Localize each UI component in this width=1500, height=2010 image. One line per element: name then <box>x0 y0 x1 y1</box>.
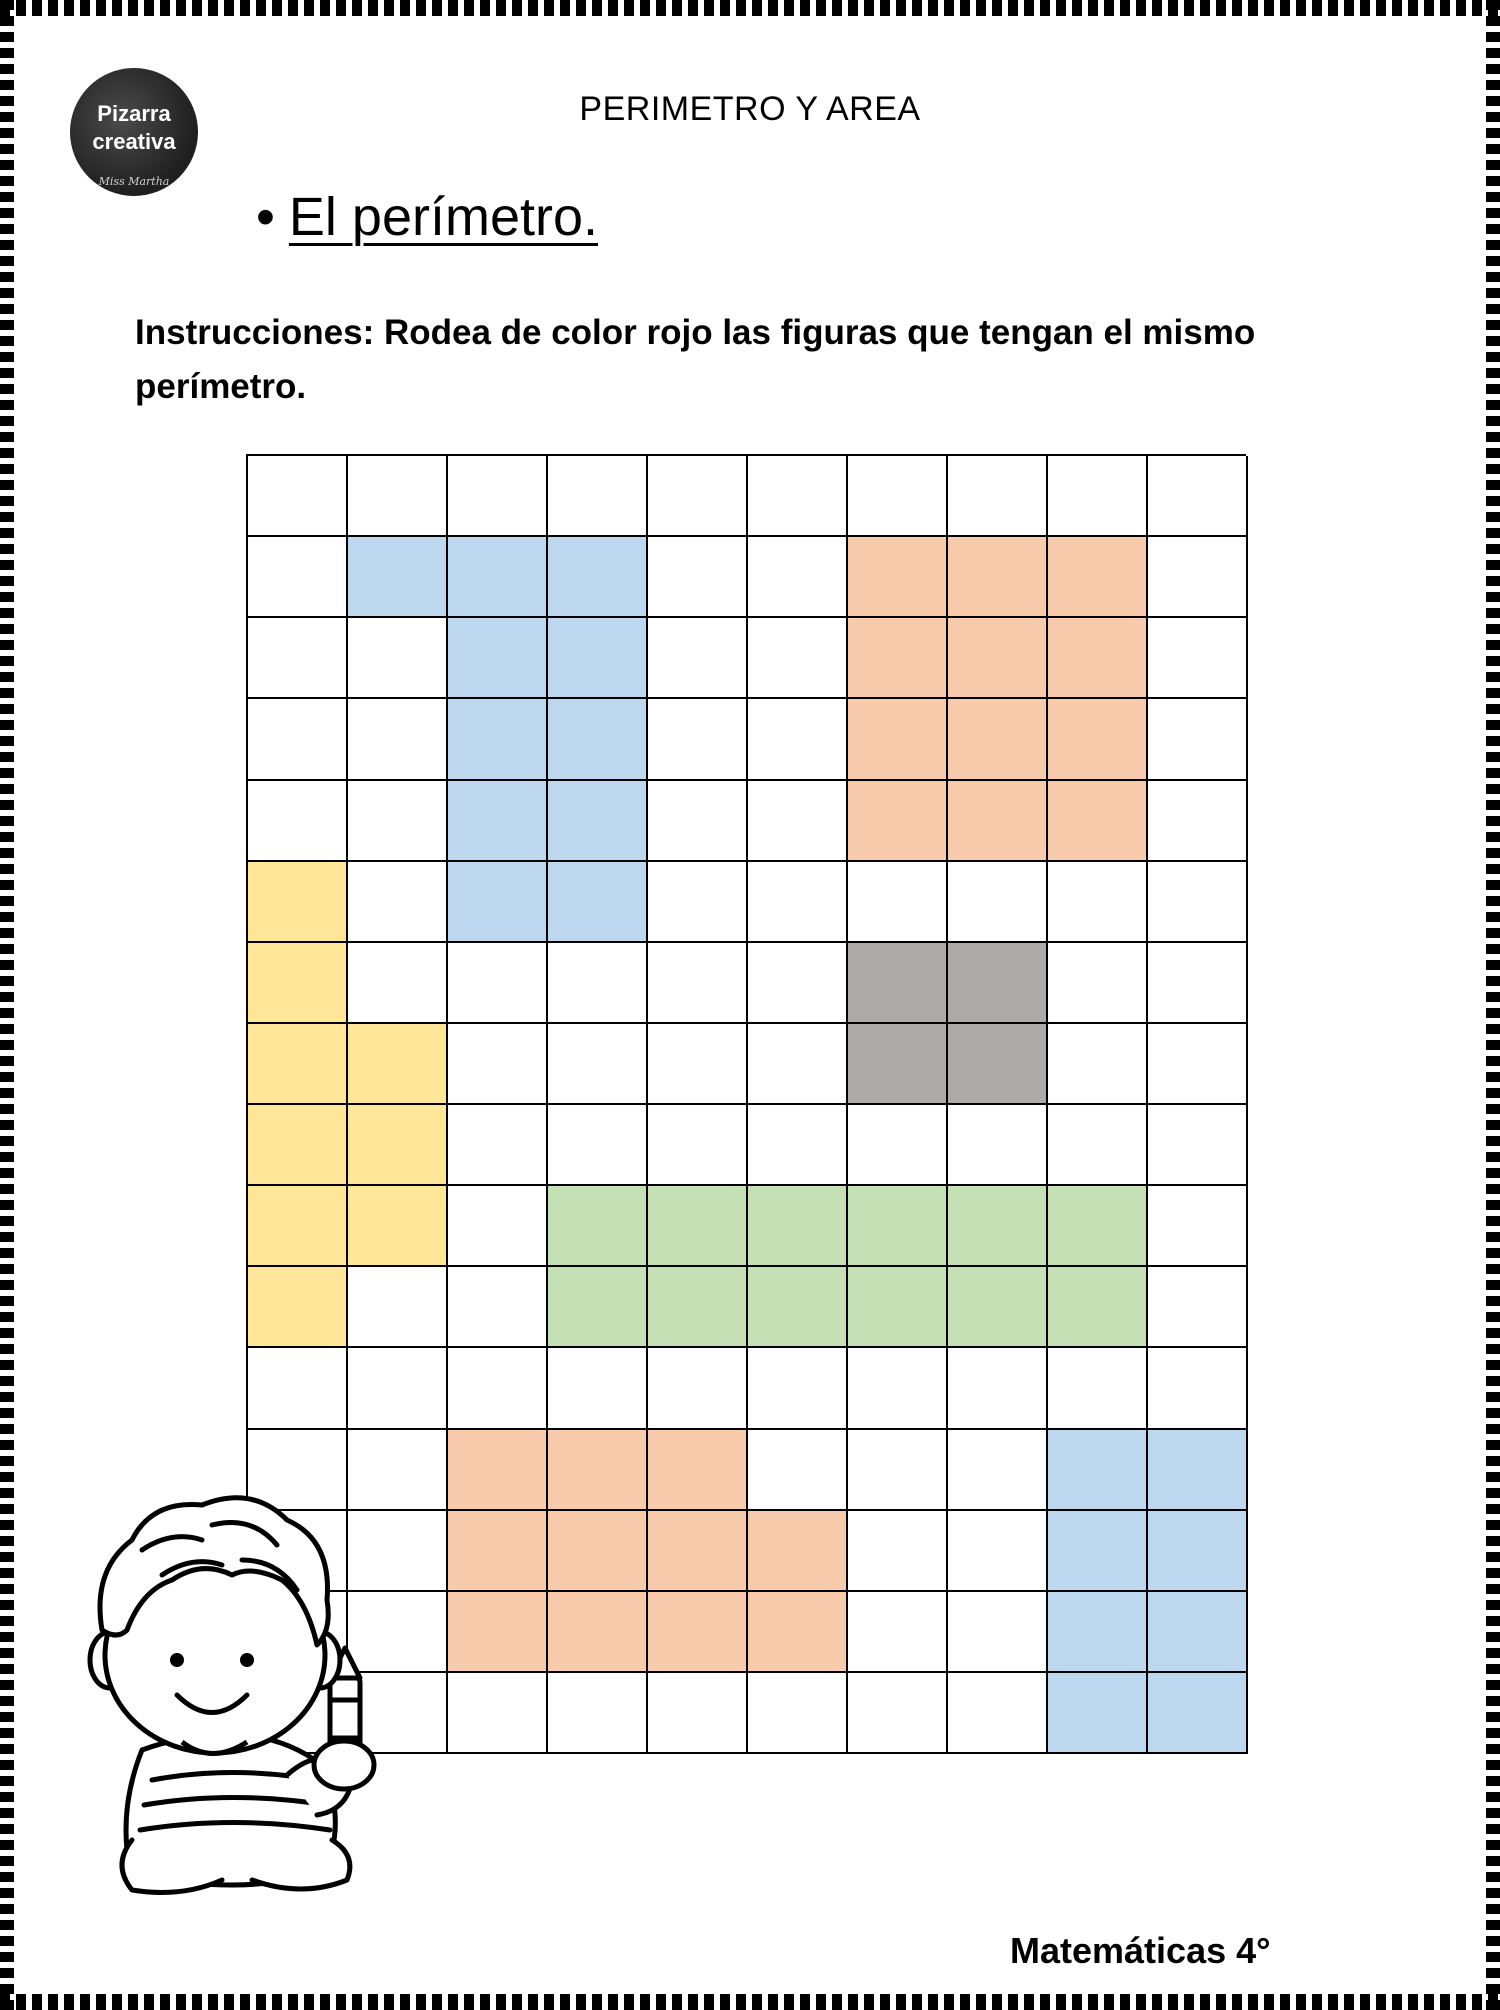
grid-cell <box>348 943 448 1024</box>
grid-cell <box>548 781 648 862</box>
grid-cell <box>1148 1430 1248 1511</box>
grid-cell <box>1048 1592 1148 1673</box>
grid-cell <box>948 1186 1048 1267</box>
grid-cell <box>548 699 648 780</box>
grid-cell <box>548 1186 648 1267</box>
grid-cell <box>1048 1511 1148 1592</box>
grid-cell <box>948 781 1048 862</box>
grid-cell <box>948 862 1048 943</box>
grid-cell <box>748 1511 848 1592</box>
instructions-text: Instrucciones: Rodea de color rojo las figuras que tengan el mismo perímetro. <box>135 313 1256 406</box>
logo-line-2: creativa <box>92 129 176 154</box>
grid-cell <box>1148 1105 1248 1186</box>
grid-cell <box>648 456 748 537</box>
grid-cell <box>348 781 448 862</box>
grid-cell <box>1048 862 1148 943</box>
grid-cell <box>1048 1105 1148 1186</box>
grid-cell <box>748 456 848 537</box>
grid-cell <box>748 943 848 1024</box>
grid-cell <box>748 781 848 862</box>
grid-cell <box>448 1105 548 1186</box>
grid-cell <box>548 1592 648 1673</box>
grid-cell <box>248 1186 348 1267</box>
grid-cell <box>348 862 448 943</box>
grid-cell <box>1148 1673 1248 1754</box>
grid-cell <box>748 1673 848 1754</box>
grid-cell <box>948 1024 1048 1105</box>
grid-cell <box>748 1186 848 1267</box>
grid-cell <box>548 1024 648 1105</box>
grid-cell <box>648 618 748 699</box>
grid-cell <box>648 1186 748 1267</box>
grid-cell <box>748 1348 848 1429</box>
grid-cell <box>448 699 548 780</box>
grid-cell <box>848 1186 948 1267</box>
grid-cell <box>448 618 548 699</box>
grid-cell <box>848 781 948 862</box>
grid-cell <box>1048 618 1148 699</box>
grid-cell <box>548 1511 648 1592</box>
grid-cell <box>548 1105 648 1186</box>
grid-cell <box>348 1348 448 1429</box>
grid-cell <box>648 1105 748 1186</box>
grid-cell <box>1148 537 1248 618</box>
grid-cell <box>648 1592 748 1673</box>
grid-cell <box>248 1348 348 1429</box>
grid-cell <box>648 862 748 943</box>
grid-cell <box>848 1511 948 1592</box>
grid-cell <box>1148 781 1248 862</box>
grid-cell <box>348 618 448 699</box>
grid-cell <box>248 699 348 780</box>
grid-cell <box>848 456 948 537</box>
grid-cell <box>848 1430 948 1511</box>
grid-cell <box>448 1024 548 1105</box>
grid-cell <box>248 537 348 618</box>
grid-cell <box>548 618 648 699</box>
grid-cell <box>1048 1024 1148 1105</box>
grid-cell <box>1148 1267 1248 1348</box>
grid-cell <box>348 1267 448 1348</box>
logo-signature: Miss Martha <box>98 175 170 188</box>
grid-cell <box>348 1024 448 1105</box>
pizarra-creativa-logo <box>70 68 198 196</box>
grid-cell <box>1048 1348 1148 1429</box>
grid-cell <box>448 1267 548 1348</box>
section-heading <box>256 186 598 248</box>
grid-cell <box>448 1673 548 1754</box>
grid-cell <box>448 1430 548 1511</box>
grid-cell <box>848 862 948 943</box>
grid-cell <box>1148 862 1248 943</box>
grid-cell <box>448 456 548 537</box>
grid-cell <box>948 456 1048 537</box>
grid-cell <box>248 943 348 1024</box>
grid-cell <box>1048 699 1148 780</box>
grid-cell <box>248 1267 348 1348</box>
grid-cell <box>448 943 548 1024</box>
grid-cell <box>548 862 648 943</box>
grid-cell <box>948 1348 1048 1429</box>
grid-cell <box>448 1186 548 1267</box>
grid-cell <box>548 1430 648 1511</box>
grid-cell <box>1148 1348 1248 1429</box>
grid-cell <box>948 537 1048 618</box>
grid-cell <box>348 537 448 618</box>
grid-cell <box>1048 537 1148 618</box>
grid-cell <box>548 456 648 537</box>
grid-cell <box>1148 699 1248 780</box>
grid-cell <box>648 943 748 1024</box>
grid-cell <box>548 1348 648 1429</box>
subject-grade-label: Matemáticas 4° <box>1010 1930 1271 1971</box>
grid-cell <box>748 1267 848 1348</box>
grid-cell <box>1048 1673 1148 1754</box>
grid-cell <box>648 1511 748 1592</box>
grid-cell <box>948 1105 1048 1186</box>
grid-cell <box>448 1511 548 1592</box>
grid-cell <box>648 537 748 618</box>
grid-cell <box>1048 456 1148 537</box>
grid-cell <box>748 862 848 943</box>
grid-cell <box>1148 1511 1248 1592</box>
grid-cell <box>648 1430 748 1511</box>
grid-cell <box>1148 456 1248 537</box>
grid-cell <box>648 1024 748 1105</box>
grid-cell <box>748 1430 848 1511</box>
grid-cell <box>1148 1186 1248 1267</box>
grid-cell <box>948 1430 1048 1511</box>
page-border-right <box>1486 0 1500 2010</box>
grid-cell <box>1048 943 1148 1024</box>
grid-cell <box>448 537 548 618</box>
grid-cell <box>848 1592 948 1673</box>
grid-cell <box>848 699 948 780</box>
grid-cell <box>948 1267 1048 1348</box>
grid-cell <box>648 1267 748 1348</box>
page-border-top <box>0 0 1500 16</box>
grid-cell <box>1148 1592 1248 1673</box>
grid-cell <box>848 537 948 618</box>
grid-cell <box>1048 1267 1148 1348</box>
grid-cell <box>748 1592 848 1673</box>
page-border-bottom <box>0 1994 1500 2010</box>
grid-cell <box>848 1673 948 1754</box>
grid-cell <box>1148 1024 1248 1105</box>
grid-cell <box>448 781 548 862</box>
grid-cell <box>348 1186 448 1267</box>
grid-cell <box>248 1024 348 1105</box>
grid-cell <box>948 1511 1048 1592</box>
grid-cell <box>948 1673 1048 1754</box>
grid-cell <box>448 862 548 943</box>
grid-cell <box>748 1105 848 1186</box>
grid-cell <box>848 618 948 699</box>
grid-cell <box>848 1348 948 1429</box>
grid-cell <box>948 699 1048 780</box>
grid-cell <box>248 618 348 699</box>
page-title: PERIMETRO Y AREA <box>579 90 921 128</box>
grid-cell <box>348 699 448 780</box>
grid-cell <box>848 943 948 1024</box>
grid-cell <box>548 537 648 618</box>
grid-cell <box>848 1105 948 1186</box>
grid-cell <box>748 699 848 780</box>
grid-cell <box>948 618 1048 699</box>
grid-cell <box>448 1592 548 1673</box>
grid-cell <box>748 1024 848 1105</box>
grid-cell <box>248 862 348 943</box>
grid-cell <box>648 1673 748 1754</box>
grid-cell <box>548 943 648 1024</box>
page-border-left <box>0 0 14 2010</box>
logo-line-1: Pizarra <box>97 101 171 126</box>
grid-cell <box>1148 943 1248 1024</box>
grid-cell <box>648 699 748 780</box>
grid-cell <box>648 781 748 862</box>
grid-cell <box>448 1348 548 1429</box>
section-title: El perímetro. <box>288 187 599 247</box>
grid-cell <box>248 456 348 537</box>
grid-cell <box>948 943 1048 1024</box>
grid-cell <box>848 1024 948 1105</box>
grid-cell <box>848 1267 948 1348</box>
grid-cell <box>648 1348 748 1429</box>
grid-cell <box>548 1673 648 1754</box>
bullet-icon: • <box>256 187 275 247</box>
grid-cell <box>1148 618 1248 699</box>
grid-cell <box>348 456 448 537</box>
grid-cell <box>348 1105 448 1186</box>
grid-cell <box>748 537 848 618</box>
grid-cell <box>948 1592 1048 1673</box>
grid-cell <box>548 1267 648 1348</box>
grid-cell <box>1048 1186 1148 1267</box>
grid-cell <box>1048 1430 1148 1511</box>
grid-cell <box>248 1105 348 1186</box>
child-with-crayon-illustration <box>82 1480 412 1900</box>
grid-cell <box>248 781 348 862</box>
grid-cell <box>1048 781 1148 862</box>
grid-cell <box>748 618 848 699</box>
